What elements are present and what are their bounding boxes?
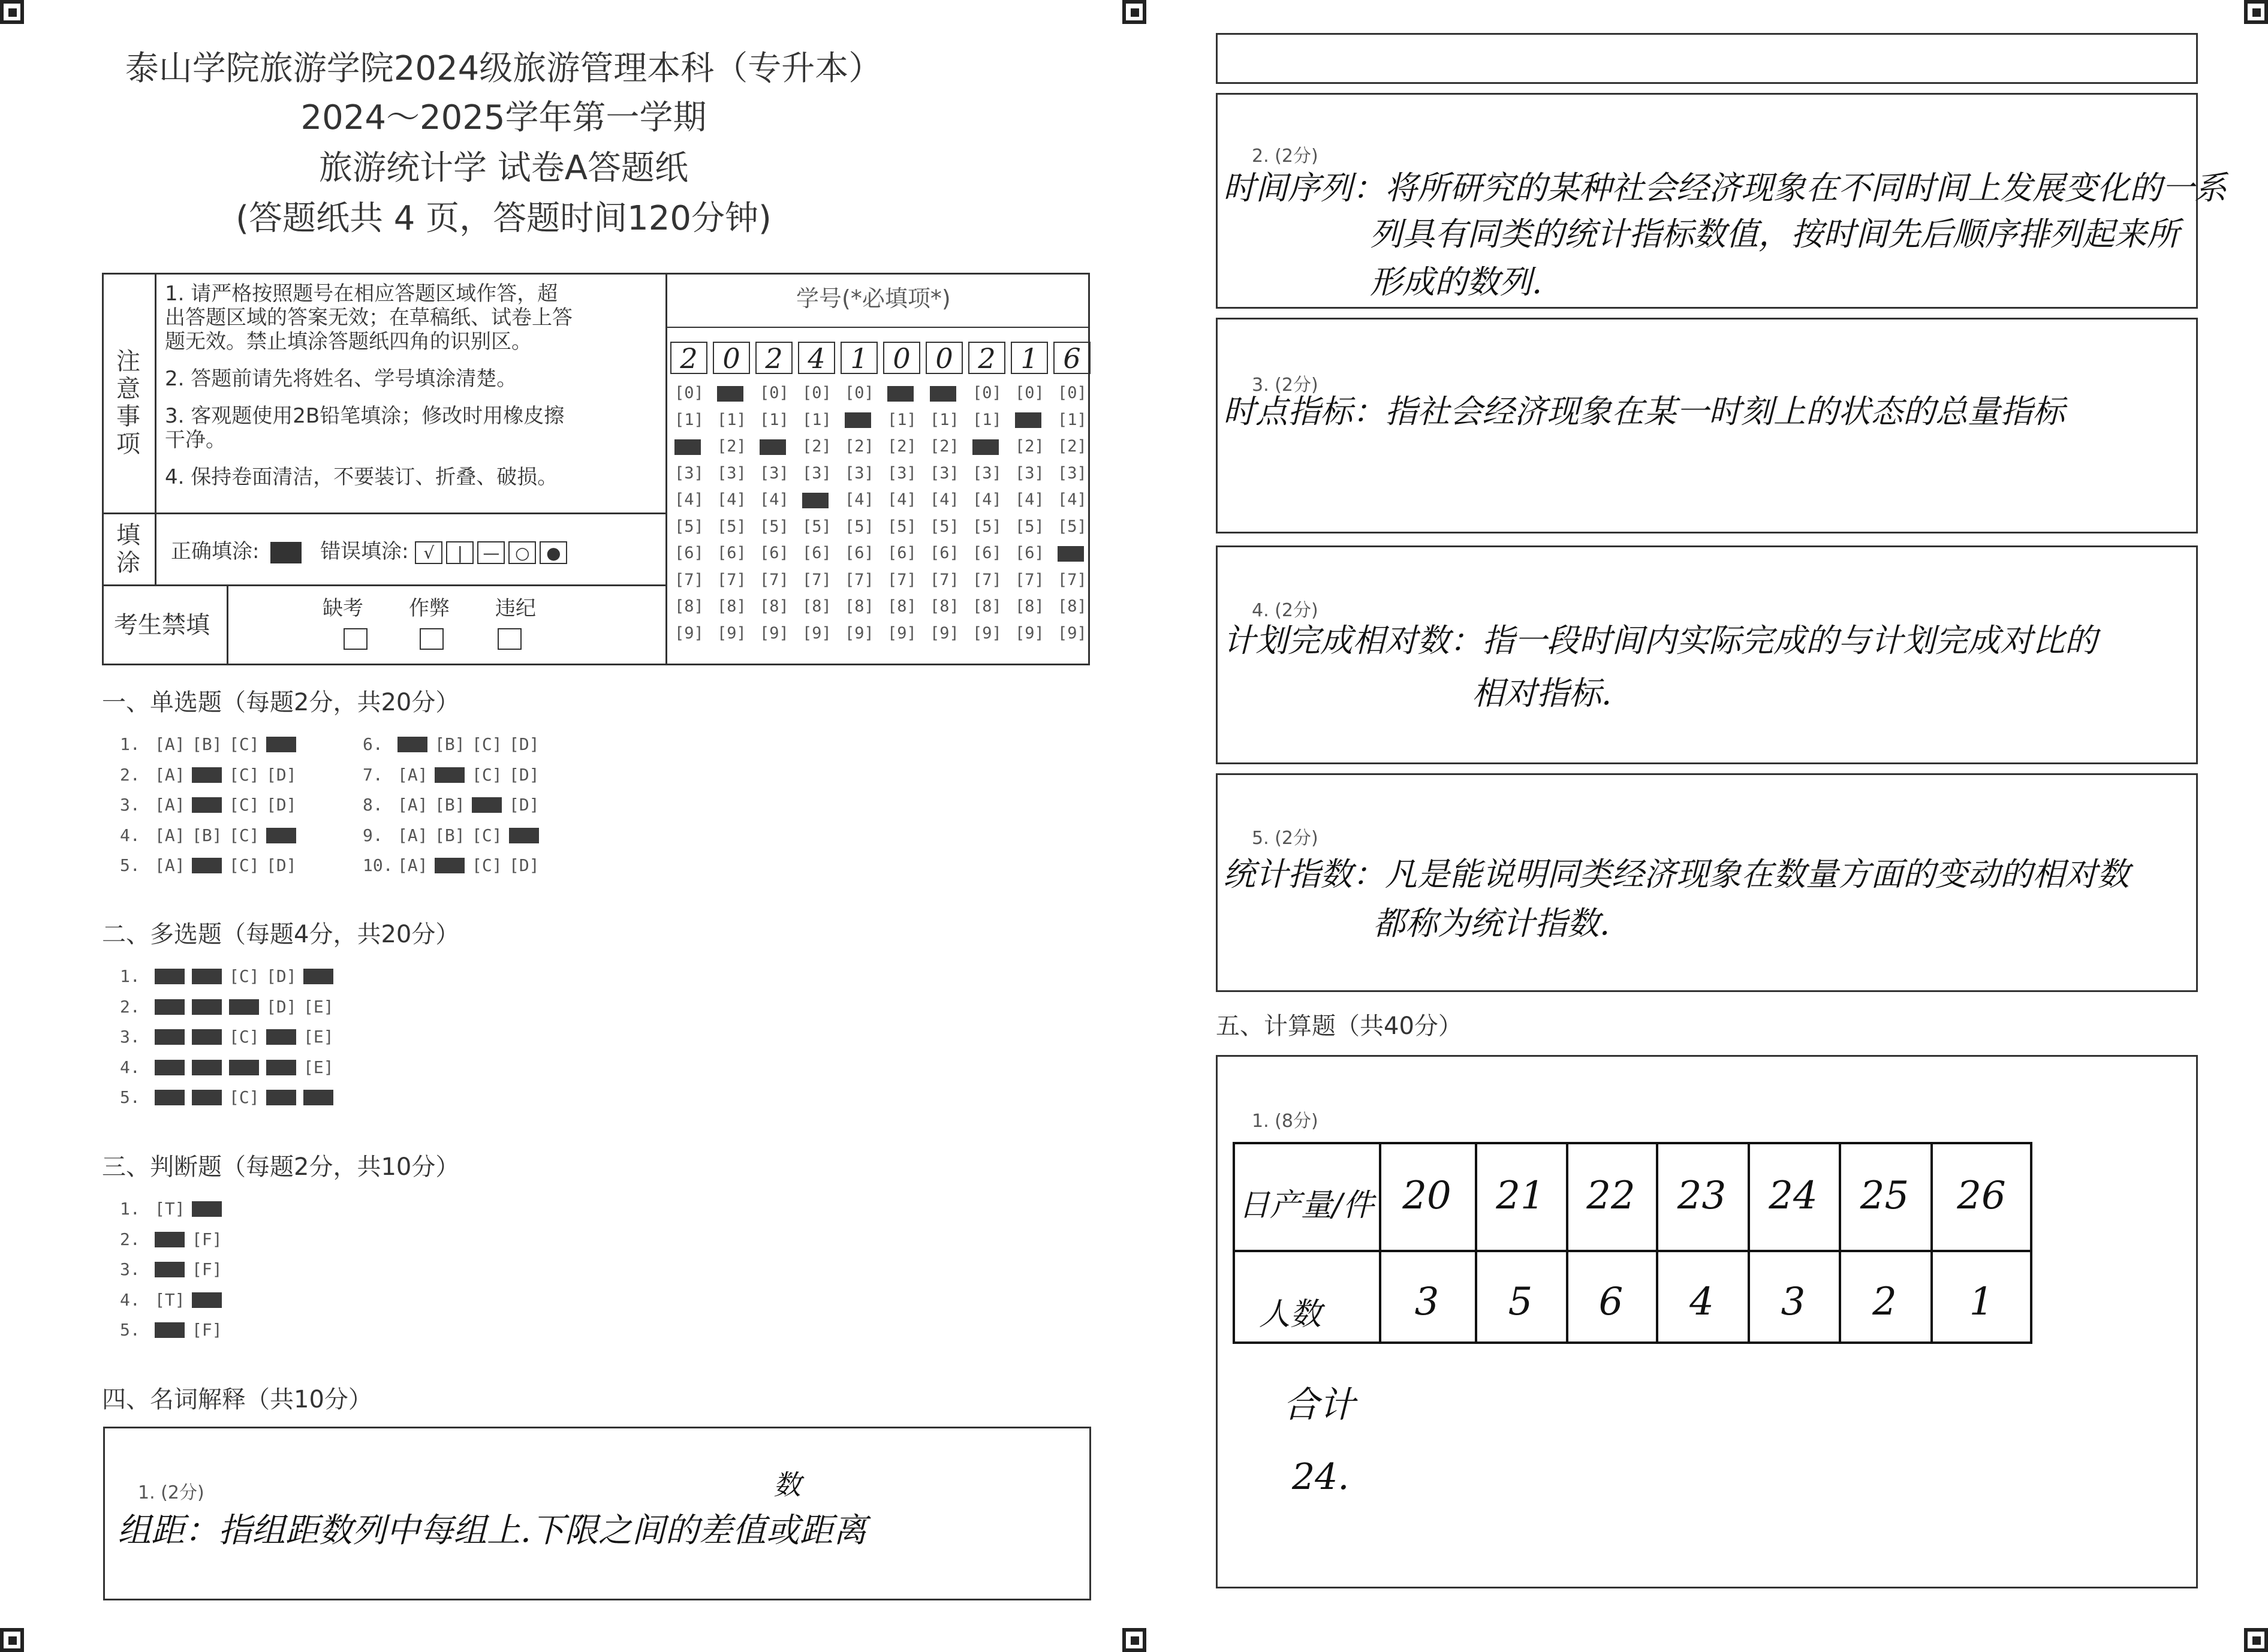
- option-bubble[interactable]: [C]: [472, 764, 502, 785]
- question-row: [120, 1027, 341, 1047]
- question-row: [363, 825, 546, 845]
- answer-box-top[interactable]: [1216, 33, 2198, 84]
- question-row: [120, 855, 303, 875]
- student-id-bubble[interactable]: [0]: [760, 384, 789, 402]
- option-bubble[interactable]: [F]: [192, 1229, 222, 1249]
- option-bubble-filled[interactable]: [303, 966, 341, 986]
- question-row: [120, 734, 303, 754]
- option-bubble-filled[interactable]: [266, 1087, 303, 1107]
- student-id-bubble-filled[interactable]: [968, 437, 1011, 464]
- option-bubble[interactable]: [A]: [397, 855, 428, 875]
- term-label-4: 4. (2分): [1252, 600, 1318, 621]
- student-id-bubble[interactable]: [3]: [887, 463, 917, 483]
- student-id-bubble[interactable]: [1]: [802, 410, 832, 429]
- corner-marker-bottom-center: [1122, 1628, 1146, 1652]
- calc-row1-label: 日产量/件: [1239, 1187, 1374, 1223]
- question-row: [363, 765, 546, 785]
- student-id-bubble[interactable]: [0]: [674, 384, 704, 402]
- option-bubble-filled[interactable]: [397, 734, 435, 754]
- option-bubble-filled[interactable]: [192, 765, 229, 785]
- student-id-bubble[interactable]: [7]: [1058, 570, 1087, 589]
- question-number: 3.: [120, 795, 140, 815]
- option-bubble[interactable]: [D]: [266, 996, 297, 1017]
- student-id-bubble[interactable]: [3]: [1058, 463, 1087, 483]
- student-id-bubble-filled[interactable]: [1053, 544, 1096, 571]
- term-label-2: 2. (2分): [1252, 146, 1318, 167]
- option-bubble-filled[interactable]: [192, 855, 229, 875]
- option-bubble[interactable]: [D]: [509, 795, 540, 815]
- question-number: 10.: [363, 855, 393, 875]
- option-bubble-filled[interactable]: [192, 966, 229, 986]
- question-row: [363, 855, 546, 875]
- student-id-bubble[interactable]: [8]: [930, 597, 959, 616]
- question-row: [120, 1057, 341, 1077]
- calc-cell-output: 25: [1860, 1174, 1909, 1218]
- option-bubble[interactable]: [A]: [155, 855, 185, 875]
- option-bubble-filled[interactable]: [266, 734, 303, 754]
- student-id-bubble[interactable]: [6]: [717, 544, 746, 562]
- option-bubble[interactable]: [C]: [229, 795, 260, 815]
- term-label-1: 1. (2分): [138, 1482, 204, 1503]
- question-row: [120, 1229, 229, 1249]
- question-row: [363, 795, 546, 815]
- student-id-bubble[interactable]: [9]: [845, 623, 874, 643]
- option-bubble[interactable]: [C]: [472, 855, 502, 875]
- calc-cell-count: 1: [1969, 1280, 1994, 1324]
- option-bubble[interactable]: [B]: [435, 795, 465, 815]
- student-id-bubble[interactable]: [6]: [674, 544, 704, 562]
- student-id-bubble[interactable]: [5]: [1015, 517, 1044, 536]
- exam-title-line3: 旅游统计学 试卷A答题纸: [318, 149, 689, 188]
- student-id-bubble[interactable]: [5]: [674, 517, 704, 536]
- option-bubble[interactable]: [C]: [229, 734, 260, 754]
- option-bubble-filled[interactable]: [192, 1027, 229, 1047]
- option-bubble[interactable]: [T]: [155, 1289, 185, 1310]
- student-id-bubble[interactable]: [9]: [1058, 623, 1087, 643]
- option-bubble[interactable]: [E]: [303, 996, 334, 1017]
- question-row: [120, 1199, 229, 1219]
- question-row: [120, 1087, 341, 1107]
- question-row: [120, 966, 341, 986]
- student-id-digit[interactable]: 6: [1053, 342, 1091, 374]
- exam-title-line1: 泰山学院旅游学院2024级旅游管理本科（专升本）: [125, 49, 882, 88]
- term-insert-1: 数: [773, 1469, 801, 1501]
- student-id-bubble[interactable]: [8]: [760, 597, 789, 616]
- calc-cell-count: 6: [1598, 1280, 1624, 1324]
- question-number: 7.: [363, 764, 383, 785]
- calc-cell-count: 3: [1414, 1280, 1439, 1324]
- student-id-bubble[interactable]: [2]: [930, 437, 959, 456]
- student-id-bubble[interactable]: [7]: [1015, 570, 1044, 589]
- calc-total-label: 合计: [1283, 1384, 1355, 1426]
- exam-title-line4: (答题纸共 4 页，答题时间120分钟): [236, 199, 772, 238]
- section-terms-title: 四、名词解释（共10分）: [102, 1386, 372, 1413]
- term-text-5-line2: 都称为统计指数.: [1373, 905, 1610, 942]
- student-id-bubble[interactable]: [5]: [845, 517, 874, 536]
- exam-title-line2: 2024～2025学年第一学期: [300, 98, 707, 137]
- option-bubble[interactable]: [D]: [266, 966, 297, 986]
- term-text-1: 组距：指组距数列中每组上.下限之间的差值或距离: [118, 1511, 867, 1550]
- option-bubble[interactable]: [C]: [229, 966, 260, 986]
- notice-items: 1. 请严格按照题号在相应答题区域作答，超 出答题区域的答案无效；在草稿纸、试卷上答 题无效。禁止填涂答题纸四角的识别区。 2. 答题前请先将姓名、学号填涂清楚。 3. 客观题使用2B铅笔填涂；修改时用橡皮擦 干净。 4. 保持卷面清洁，不要装订、折叠、破损。: [165, 282, 573, 489]
- student-id-digit[interactable]: 2: [670, 342, 707, 374]
- proctor-violation-checkbox[interactable]: [498, 628, 522, 650]
- student-id-bubble[interactable]: [8]: [1015, 597, 1044, 616]
- option-bubble[interactable]: [D]: [509, 855, 540, 875]
- student-id-bubble[interactable]: [6]: [845, 544, 874, 562]
- option-bubble[interactable]: [A]: [397, 825, 428, 845]
- calc-cell-output: 26: [1957, 1174, 2006, 1218]
- option-bubble[interactable]: [B]: [435, 825, 465, 845]
- option-bubble-filled[interactable]: [229, 997, 266, 1017]
- student-id-bubble[interactable]: [6]: [887, 544, 917, 562]
- option-bubble[interactable]: [C]: [229, 855, 260, 875]
- section-multi-title: 二、多选题（每题4分，共20分）: [102, 921, 460, 948]
- student-id-bubble[interactable]: [2]: [845, 437, 874, 456]
- option-bubble[interactable]: [D]: [509, 734, 540, 754]
- student-id-bubble[interactable]: [5]: [717, 517, 746, 536]
- question-row: [120, 825, 303, 845]
- student-id-bubble[interactable]: [1]: [674, 410, 704, 429]
- option-bubble-filled[interactable]: [155, 1320, 192, 1340]
- section-single-title: 一、单选题（每题2分，共20分）: [102, 689, 460, 716]
- student-id-label: 学号(*必填项*): [796, 285, 951, 312]
- student-id-bubble[interactable]: [5]: [972, 517, 1002, 536]
- option-bubble[interactable]: [F]: [192, 1320, 222, 1340]
- student-id-bubble[interactable]: [2]: [1058, 437, 1087, 456]
- student-id-bubble[interactable]: [5]: [760, 517, 789, 536]
- student-id-bubble[interactable]: [4]: [760, 490, 789, 509]
- option-bubble[interactable]: [E]: [303, 1057, 334, 1077]
- question-number: 4.: [120, 825, 140, 845]
- student-id-bubble[interactable]: [4]: [1058, 490, 1087, 509]
- option-bubble-filled[interactable]: [435, 765, 472, 785]
- calc-cell-output: 22: [1586, 1174, 1636, 1218]
- option-bubble[interactable]: [D]: [509, 764, 540, 785]
- option-bubble[interactable]: [T]: [155, 1199, 185, 1219]
- section-judge-title: 三、判断题（每题2分，共10分）: [102, 1153, 460, 1181]
- option-bubble-filled[interactable]: [472, 795, 509, 815]
- student-id-bubble[interactable]: [3]: [845, 463, 874, 483]
- student-id-bubble[interactable]: [5]: [802, 517, 832, 536]
- question-row: [120, 1290, 229, 1310]
- option-bubble-filled[interactable]: [229, 1057, 266, 1077]
- question-number: 5.: [120, 1320, 140, 1340]
- option-bubble[interactable]: [B]: [435, 734, 465, 754]
- calc-label-1: 1. (8分): [1252, 1111, 1318, 1132]
- question-row: [120, 997, 341, 1017]
- student-id-digit[interactable]: 0: [883, 342, 920, 374]
- student-id-bubble[interactable]: [5]: [887, 517, 917, 536]
- student-id-bubble[interactable]: [1]: [887, 410, 917, 429]
- option-bubble[interactable]: [C]: [229, 1087, 260, 1107]
- student-id-bubble-filled[interactable]: [713, 384, 755, 411]
- calc-cell-output: 20: [1402, 1174, 1451, 1218]
- student-id-bubble[interactable]: [4]: [674, 490, 704, 509]
- student-id-bubble[interactable]: [0]: [1015, 384, 1044, 402]
- term-text-5-line1: 统计指数：凡是能说明同类经济现象在数量方面的变动的相对数: [1223, 855, 2130, 893]
- student-id-bubble[interactable]: [8]: [845, 597, 874, 616]
- question-row: [120, 765, 303, 785]
- student-id-digit[interactable]: 4: [798, 342, 835, 374]
- student-id-bubble[interactable]: [6]: [802, 544, 832, 562]
- option-bubble-filled[interactable]: [266, 1027, 303, 1047]
- student-id-bubble-filled[interactable]: [883, 384, 926, 411]
- proctor-label: 考生禁填: [114, 611, 210, 639]
- student-id-digit[interactable]: 0: [713, 342, 750, 374]
- student-id-bubble[interactable]: [0]: [802, 384, 832, 402]
- corner-marker-bottom-left: [0, 1628, 24, 1652]
- option-bubble[interactable]: [A]: [397, 764, 428, 785]
- question-number: 8.: [363, 795, 383, 815]
- student-id-bubble[interactable]: [3]: [674, 463, 704, 483]
- student-id-bubble[interactable]: [8]: [972, 597, 1002, 616]
- term-text-4-line2: 相对指标.: [1472, 674, 1612, 712]
- question-number: 1.: [120, 734, 140, 754]
- student-id-bubble[interactable]: [0]: [845, 384, 874, 402]
- question-number: 2.: [120, 764, 140, 785]
- student-id-bubble[interactable]: [2]: [887, 437, 917, 456]
- student-id-bubble[interactable]: [7]: [887, 570, 917, 589]
- notice-label: 注意事项: [116, 348, 140, 458]
- option-bubble[interactable]: [B]: [192, 734, 222, 754]
- student-id-bubble[interactable]: [7]: [845, 570, 874, 589]
- corner-marker-top-left: [0, 0, 24, 24]
- term-label-3: 3. (2分): [1252, 375, 1318, 396]
- option-bubble-filled[interactable]: [155, 1087, 192, 1107]
- student-id-bubble[interactable]: [6]: [972, 544, 1002, 562]
- option-bubble[interactable]: [D]: [266, 764, 297, 785]
- student-id-bubbles: [670, 384, 1096, 650]
- student-id-bubble[interactable]: [1]: [930, 410, 959, 429]
- student-id-bubble[interactable]: [0]: [972, 384, 1002, 402]
- question-number: 2.: [120, 996, 140, 1017]
- student-id-bubble[interactable]: [3]: [1015, 463, 1044, 483]
- student-id-bubble[interactable]: [9]: [674, 623, 704, 643]
- student-id-bubble[interactable]: [7]: [674, 570, 704, 589]
- option-bubble-filled[interactable]: [192, 795, 229, 815]
- student-id-bubble-filled[interactable]: [670, 437, 713, 464]
- student-id-digit[interactable]: 2: [755, 342, 793, 374]
- fill-label: 填涂: [116, 521, 140, 577]
- student-id-bubble-filled[interactable]: [841, 411, 883, 438]
- option-bubble[interactable]: [C]: [472, 825, 502, 845]
- question-row: [120, 795, 303, 815]
- student-id-bubble[interactable]: [3]: [760, 463, 789, 483]
- student-id-bubble[interactable]: [8]: [887, 597, 917, 616]
- term-label-5: 5. (2分): [1252, 828, 1318, 849]
- question-number: 4.: [120, 1057, 140, 1077]
- student-id-bubble[interactable]: [2]: [802, 437, 832, 456]
- student-id-bubble[interactable]: [8]: [717, 597, 746, 616]
- corner-marker-top-center: [1122, 0, 1146, 24]
- student-id-bubble[interactable]: [1]: [972, 410, 1002, 429]
- option-bubble[interactable]: [C]: [229, 1027, 260, 1047]
- student-id-digit[interactable]: 2: [968, 342, 1005, 374]
- option-bubble[interactable]: [B]: [192, 825, 222, 845]
- student-id-bubble[interactable]: [7]: [930, 570, 959, 589]
- option-bubble-filled[interactable]: [266, 1057, 303, 1077]
- proctor-cheat-checkbox[interactable]: [420, 628, 444, 650]
- question-number: 1.: [120, 1199, 140, 1219]
- student-id-bubble[interactable]: [2]: [1015, 437, 1044, 456]
- question-number: 3.: [120, 1259, 140, 1279]
- calc-cell-output: 23: [1677, 1174, 1727, 1218]
- option-bubble-filled[interactable]: [509, 825, 546, 845]
- student-id-bubble[interactable]: [3]: [972, 463, 1002, 483]
- student-id-bubble[interactable]: [9]: [930, 623, 959, 643]
- calc-cell-count: 4: [1689, 1280, 1714, 1324]
- student-id-bubble[interactable]: [4]: [845, 490, 874, 509]
- proctor-absent: 缺考: [323, 596, 363, 620]
- option-bubble-filled[interactable]: [192, 1290, 229, 1310]
- option-bubble-filled[interactable]: [155, 1229, 192, 1249]
- calc-cell-output: 24: [1769, 1174, 1818, 1218]
- student-id-bubble[interactable]: [1]: [717, 410, 746, 429]
- student-id-bubble[interactable]: [6]: [1015, 544, 1044, 562]
- student-id-bubble[interactable]: [8]: [802, 597, 832, 616]
- question-number: 5.: [120, 855, 140, 875]
- correct-fill-sample: [270, 542, 302, 563]
- student-id-bubble[interactable]: [5]: [930, 517, 959, 536]
- option-bubble-filled[interactable]: [155, 997, 192, 1017]
- proctor-cheat: 作弊: [409, 596, 450, 620]
- calc-row2-label: 人数: [1259, 1297, 1322, 1333]
- calc-cell-output: 21: [1496, 1174, 1545, 1218]
- student-id-bubble[interactable]: [8]: [674, 597, 704, 616]
- student-id-bubble[interactable]: [3]: [930, 463, 959, 483]
- student-id-bubble-filled[interactable]: [1011, 411, 1053, 438]
- student-id-bubble[interactable]: [6]: [760, 544, 789, 562]
- student-id-bubble[interactable]: [5]: [1058, 517, 1087, 536]
- student-id-bubble[interactable]: [0]: [1058, 384, 1087, 402]
- student-id-bubble[interactable]: [4]: [930, 490, 959, 509]
- option-bubble-filled[interactable]: [266, 825, 303, 845]
- option-bubble[interactable]: [C]: [229, 825, 260, 845]
- student-id-bubble[interactable]: [9]: [802, 623, 832, 643]
- student-id-bubble[interactable]: [7]: [717, 570, 746, 589]
- student-id-bubble[interactable]: [7]: [760, 570, 789, 589]
- question-row: [120, 1320, 229, 1340]
- option-bubble[interactable]: [C]: [229, 764, 260, 785]
- fill-instructions: 正确填涂: 错误填涂: √ | — ○ ●: [171, 539, 571, 564]
- question-number: 1.: [120, 966, 140, 986]
- student-id-bubble[interactable]: [9]: [972, 623, 1002, 643]
- student-id-bubble[interactable]: [4]: [972, 490, 1002, 509]
- calc-total-value: 24.: [1292, 1456, 1350, 1498]
- option-bubble-filled[interactable]: [155, 1259, 192, 1279]
- student-id-bubble[interactable]: [2]: [717, 437, 746, 456]
- corner-marker-top-right: [2244, 0, 2268, 24]
- question-number: 5.: [120, 1087, 140, 1107]
- student-id-bubble[interactable]: [9]: [717, 623, 746, 643]
- option-bubble[interactable]: [A]: [397, 795, 428, 815]
- corner-marker-bottom-right: [2244, 1628, 2268, 1652]
- student-id-bubble-filled[interactable]: [926, 384, 968, 411]
- calc-cell-count: 5: [1508, 1280, 1533, 1324]
- student-id-bubble[interactable]: [9]: [1015, 623, 1044, 643]
- student-id-bubble[interactable]: [1]: [760, 410, 789, 429]
- calc-cell-count: 2: [1872, 1280, 1897, 1324]
- proctor-violation: 违纪: [495, 596, 536, 620]
- option-bubble[interactable]: [C]: [472, 734, 502, 754]
- term-text-2-line2: 列具有同类的统计指标数值，按时间先后顺序排列起来所: [1370, 215, 2179, 253]
- option-bubble-filled[interactable]: [155, 1057, 192, 1077]
- option-bubble-filled[interactable]: [192, 1199, 229, 1219]
- option-bubble-filled[interactable]: [192, 997, 229, 1017]
- option-bubble[interactable]: [A]: [155, 764, 185, 785]
- option-bubble[interactable]: [A]: [155, 734, 185, 754]
- student-id-bubble[interactable]: [7]: [972, 570, 1002, 589]
- question-number: 6.: [363, 734, 383, 754]
- question-number: 9.: [363, 825, 383, 845]
- student-id-bubble[interactable]: [1]: [1058, 410, 1087, 429]
- term-text-2-line1: 时间序列：将所研究的某种社会经济现象在不同时间上发展变化的一系: [1223, 169, 2227, 207]
- option-bubble[interactable]: [A]: [155, 825, 185, 845]
- term-text-4-line1: 计划完成相对数：指一段时间内实际完成的与计划完成对比的: [1223, 622, 2097, 659]
- option-bubble-filled[interactable]: [155, 1027, 192, 1047]
- calc-cell-count: 3: [1781, 1280, 1806, 1324]
- student-id-bubble[interactable]: [7]: [802, 570, 832, 589]
- proctor-absent-checkbox[interactable]: [344, 628, 368, 650]
- student-id-bubble[interactable]: [3]: [717, 463, 746, 483]
- option-bubble-filled[interactable]: [192, 1057, 229, 1077]
- term-text-3-line1: 时点指标：指社会经济现象在某一时刻上的状态的总量指标: [1223, 393, 2065, 430]
- option-bubble-filled[interactable]: [435, 855, 472, 875]
- question-number: 3.: [120, 1027, 140, 1047]
- question-row: [120, 1259, 229, 1279]
- term-text-2-line3: 形成的数列.: [1370, 263, 1543, 301]
- option-bubble[interactable]: [A]: [155, 795, 185, 815]
- option-bubble[interactable]: [D]: [266, 795, 297, 815]
- question-number: 2.: [120, 1229, 140, 1249]
- student-id-bubble-filled[interactable]: [755, 437, 798, 464]
- option-bubble[interactable]: [E]: [303, 1027, 334, 1047]
- student-id-bubble[interactable]: [4]: [887, 490, 917, 509]
- question-row: [363, 734, 546, 754]
- student-id-digit[interactable]: 0: [926, 342, 963, 374]
- student-id-bubble-filled[interactable]: [798, 490, 841, 517]
- student-id-bubble[interactable]: [4]: [1015, 490, 1044, 509]
- question-number: 4.: [120, 1289, 140, 1310]
- student-id-bubble[interactable]: [8]: [1058, 597, 1087, 616]
- option-bubble-filled[interactable]: [303, 1087, 341, 1107]
- section-calc-title: 五、计算题（共40分）: [1216, 1012, 1462, 1040]
- student-id-bubble[interactable]: [6]: [930, 544, 959, 562]
- student-id-bubble[interactable]: [4]: [717, 490, 746, 509]
- option-bubble[interactable]: [D]: [266, 855, 297, 875]
- student-id-bubble[interactable]: [9]: [887, 623, 917, 643]
- student-id-digit[interactable]: 1: [1011, 342, 1048, 374]
- student-id-bubble[interactable]: [9]: [760, 623, 789, 643]
- option-bubble-filled[interactable]: [155, 966, 192, 986]
- option-bubble[interactable]: [F]: [192, 1259, 222, 1279]
- student-id-bubble[interactable]: [3]: [802, 463, 832, 483]
- option-bubble-filled[interactable]: [192, 1087, 229, 1107]
- student-id-digit[interactable]: 1: [841, 342, 878, 374]
